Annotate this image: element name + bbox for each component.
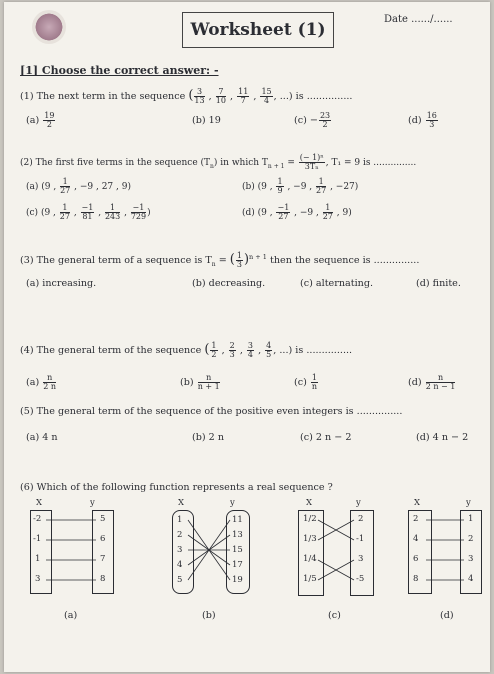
q5-option-a[interactable]: (a) 4 n (26, 432, 58, 443)
q2-option-c[interactable]: (c) (9 , $\frac{1}{27}$ , $\frac{-1}{81}$ , $\frac{1}{243}$ , $\frac{-1}{729}$ ) (26, 203, 151, 221)
q4-option-a[interactable]: (a) $\frac{n}{2 n}$ (26, 373, 57, 391)
q1-sequence: $\frac{3}{13}$ , $\frac{7}{10}$ , $\frac{11}{7}$ , $\frac{15}{4}$ (194, 87, 272, 105)
q2-option-d[interactable]: (d) (9 , $\frac{-1}{27}$ , −9 , $\frac{1}{27}$ , 9) (242, 203, 352, 221)
q1seq-term: $\frac{15}{4}$ (261, 87, 272, 105)
worksheet-title: Worksheet (1) (190, 20, 326, 40)
section-heading: [1] Choose the correct answer: - (20, 64, 219, 77)
q4-sequence: $\frac{1}{2}$ , $\frac{2}{3}$ , $\frac{3}{4}$ , $\frac{4}{5}$ (211, 341, 272, 359)
q6-diagram-c[interactable]: X y 1/2 1/3 1/4 1/5 2 -1 3 -5 (296, 498, 396, 598)
q6-caption-c: (c) (328, 610, 341, 621)
worksheet-page (4, 2, 490, 672)
q6-b-arrows (168, 498, 268, 598)
q4seq-term: $\frac{4}{5}$ (266, 341, 272, 359)
q3-option-b[interactable]: (b) decreasing. (192, 278, 266, 289)
q1seq-term: $\frac{11}{7}$ (238, 87, 249, 105)
q1-post: , ...) is ............... (273, 91, 353, 102)
q1-text: (1) The next term in the sequence (20, 91, 186, 102)
question-1: (1) The next term in the sequence ( $\frac{3}{13}$ , $\frac{7}{10}$ , $\frac{11}{7}$ , $\frac{15}{4}$ , ...) is ............... (20, 87, 353, 105)
q1-option-c[interactable]: (c) − $\frac{23}{2}$ (294, 111, 331, 129)
q4-option-b[interactable]: (b) $\frac{n}{n + 1}$ (180, 373, 220, 391)
q4-option-d[interactable]: (d) $\frac{n}{2 n - 1}$ (408, 373, 456, 391)
q4-option-c[interactable]: (c) $\frac{1}{n}$ (294, 373, 318, 391)
question-4: (4) The general term of the sequence ( $\frac{1}{2}$ , $\frac{2}{3}$ , $\frac{3}{4}$ , $\frac{4}{5}$ , ...) is ............... (20, 341, 353, 359)
question-2: (2) The first five terms in the sequence $(T_n)$ in which $T_{n + 1}$ = $\frac{\text{(− 1)ⁿ}}{\text{3Tₙ}}$ , T₁ = 9 is ............... (20, 153, 417, 171)
q4seq-term: $\frac{3}{4}$ (247, 341, 254, 359)
date-field: Date ....../...... (384, 14, 453, 25)
q1seq-term: $\frac{7}{10}$ (215, 87, 226, 105)
q1-option-a[interactable]: (a) $\frac{19}{2}$ (26, 111, 55, 129)
q6-diagram-d[interactable]: X y 2 4 6 8 1 2 3 4 (408, 498, 488, 598)
q5-option-b[interactable]: (b) 2 n (192, 432, 225, 443)
q6-caption-d: (d) (440, 610, 454, 621)
q6-caption-b: (b) (202, 610, 216, 621)
q5-option-c[interactable]: (c) 2 n − 2 (300, 432, 352, 443)
q5-option-d[interactable]: (d) 4 n − 2 (416, 432, 469, 443)
q6-a-arrows (30, 498, 130, 598)
q1-option-b[interactable]: (b) 19 (192, 115, 221, 126)
q6-d-arrows (408, 498, 488, 598)
q6-diagram-b[interactable]: X y 1 2 3 4 5 11 13 15 17 19 (168, 498, 268, 598)
q4seq-term: $\frac{2}{3}$ (229, 341, 235, 359)
q2-option-a[interactable]: (a) (9 , $\frac{1}{27}$ , −9 , 27 , 9) (26, 177, 131, 195)
question-6: (6) Which of the following function represents a real sequence ? (20, 482, 333, 493)
q3-option-d[interactable]: (d) finite. (416, 278, 461, 289)
q6-caption-a: (a) (64, 610, 78, 621)
q4seq-term: $\frac{1}{2}$ (211, 341, 217, 359)
q6-diagram-a[interactable]: X y -2 -1 1 3 5 6 7 8 (30, 498, 130, 598)
question-5: (5) The general term of the sequence of the positive even integers is ............... (20, 406, 403, 417)
title-box (182, 12, 334, 48)
q1-option-d[interactable]: (d) $\frac{16}{3}$ (408, 111, 437, 129)
school-logo (32, 10, 66, 44)
q3-option-a[interactable]: (a) increasing. (26, 278, 97, 289)
q3-option-c[interactable]: (c) alternating. (300, 278, 374, 289)
q1seq-term: $\frac{3}{13}$ (194, 87, 205, 105)
question-3: (3) The general term of a sequence is $T_n$ = ( $\frac{1}{3}$ )$^{n + 1}$ then the sequence is ............... (20, 251, 420, 269)
q2-option-b[interactable]: (b) (9 , $\frac{1}{9}$ , −9 , $\frac{1}{27}$ , −27) (242, 177, 359, 195)
